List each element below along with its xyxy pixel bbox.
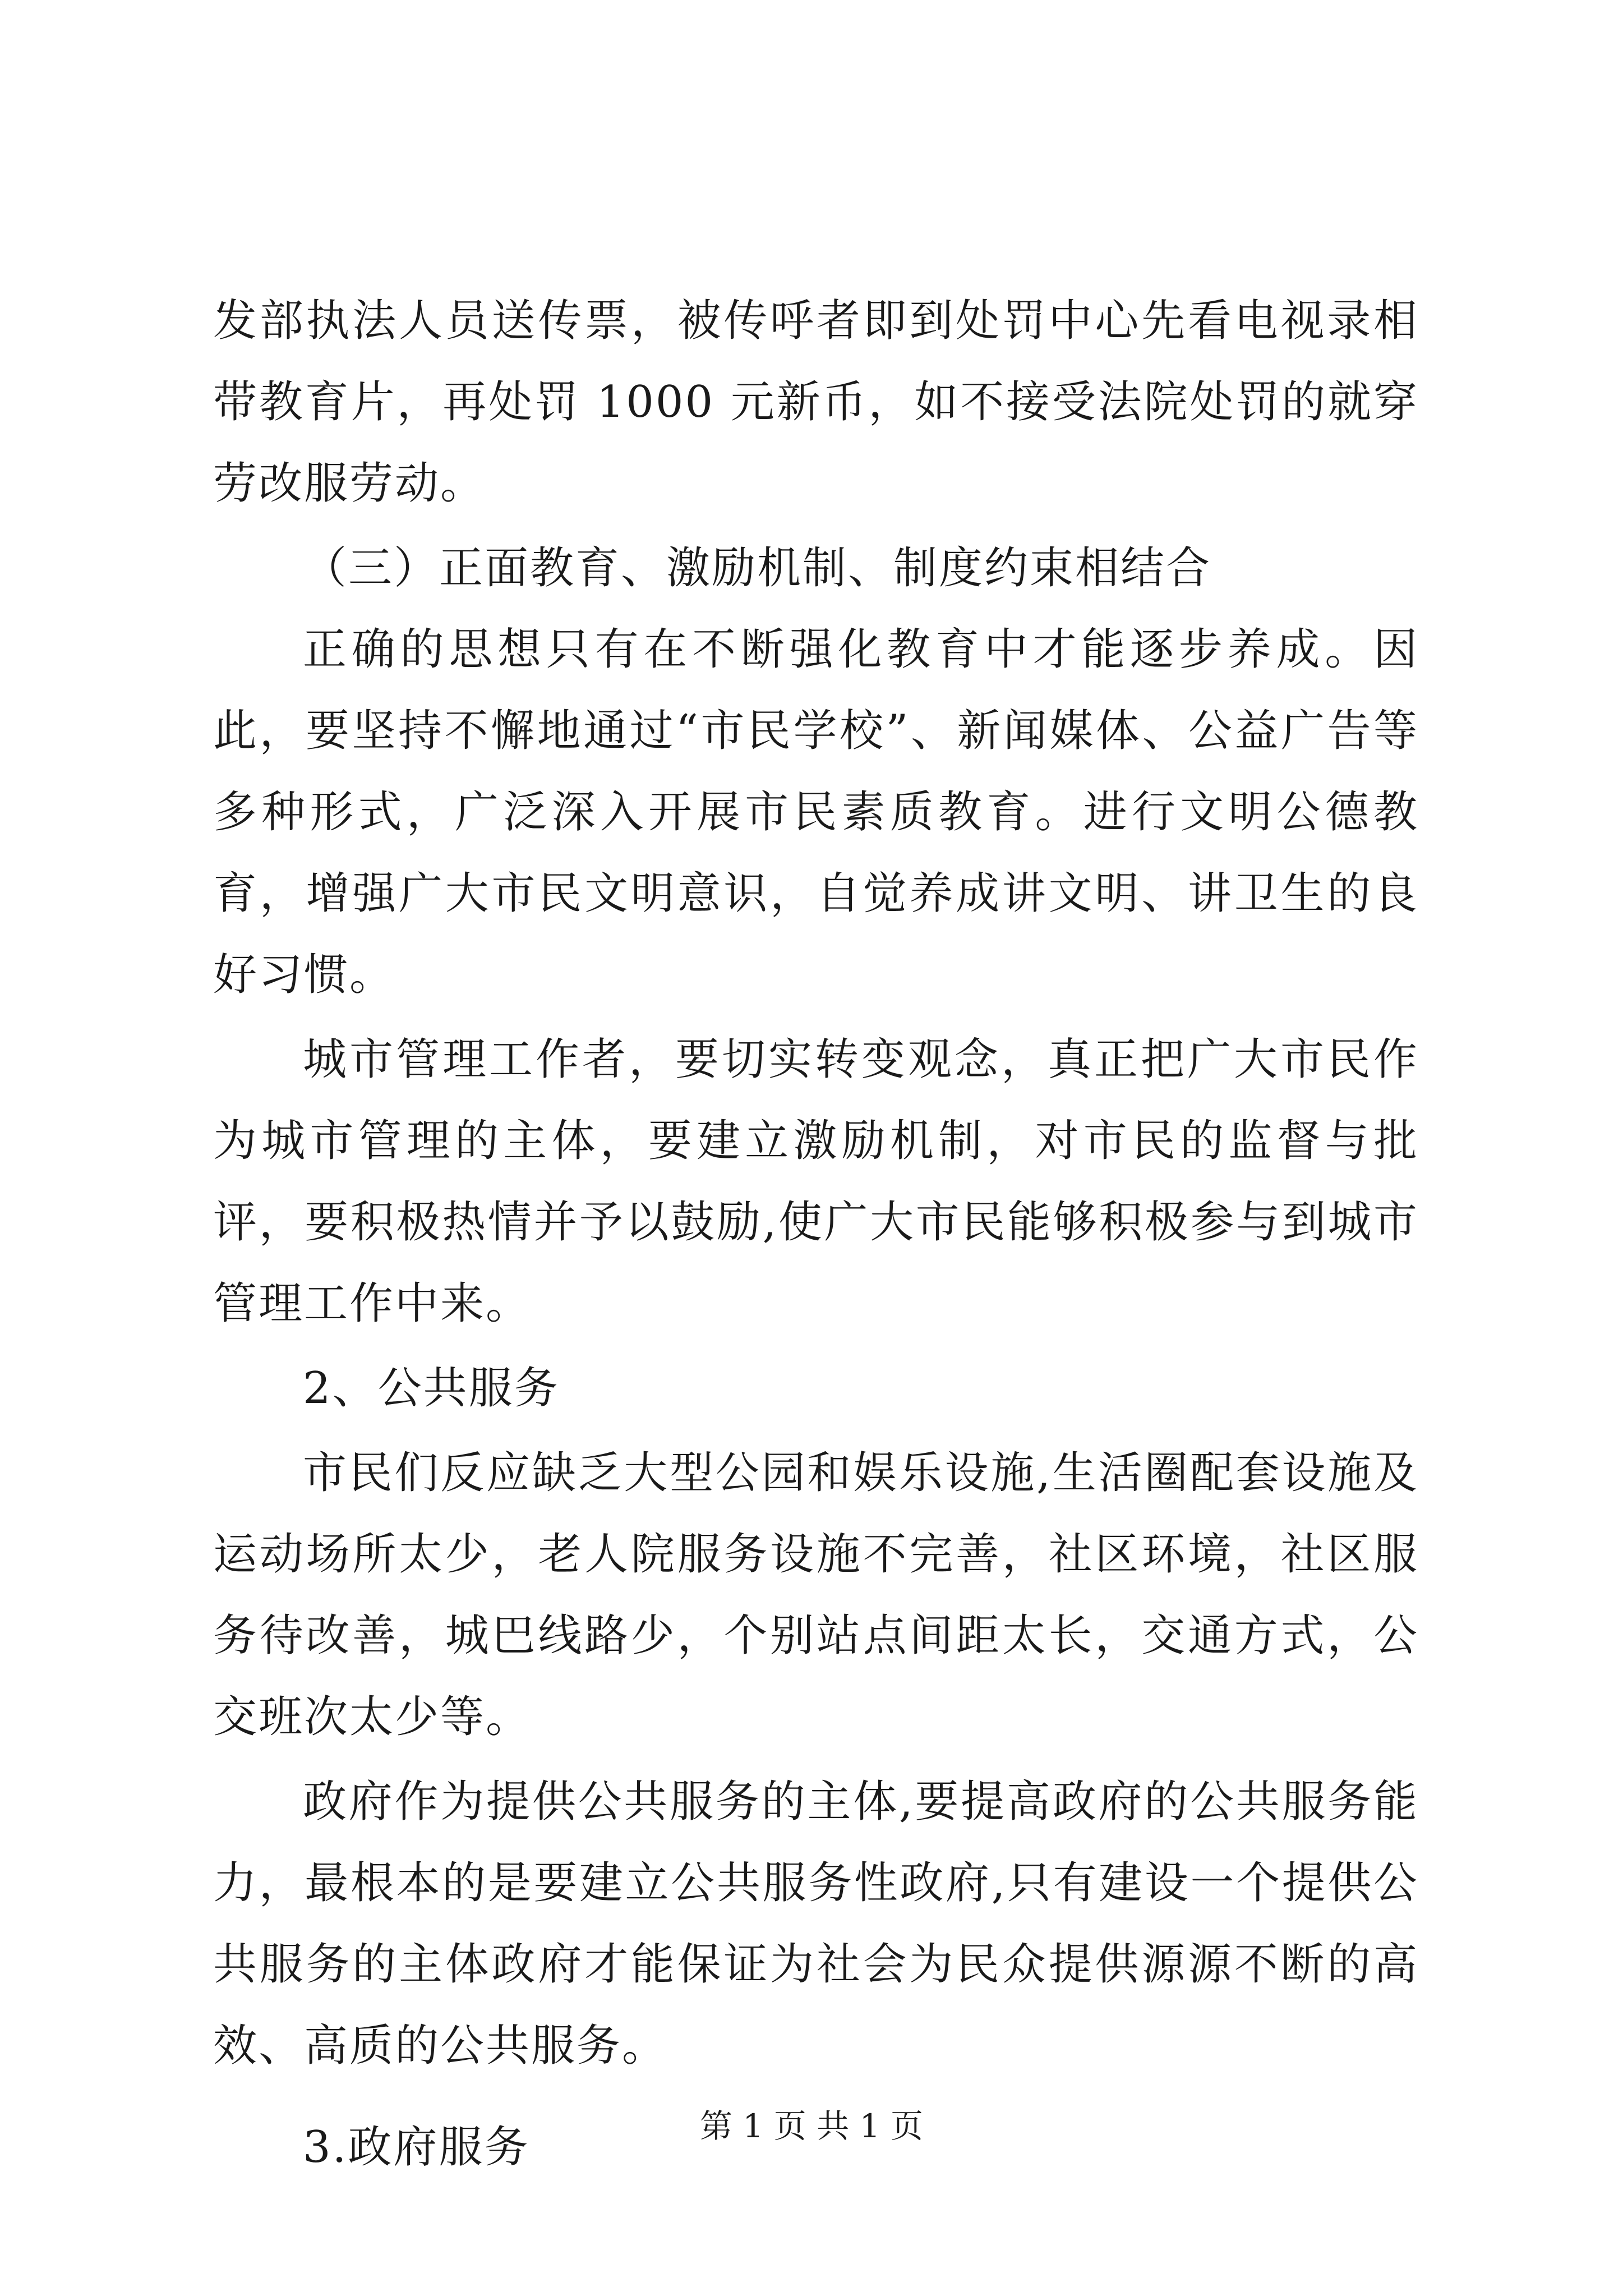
subheading-government-service: 3.政府服务 — [303, 2122, 530, 2173]
paragraph-government-role: 政府作为提供公共服务的主体,要提高政府的公共服务能力，最根本的是要建立公共服务性政府,只有建设一个提供公共服务的主体政府才能保证为社会为民众提供源源不断的高效、高质的公共服务。 — [213, 1777, 1419, 2071]
document-body — [213, 280, 1419, 2188]
paragraph-continuation: 发部执法人员送传票，被传呼者即到处罚中心先看电视录相带教育片，再处罚 1000 元新币，如不接受法院处罚的就穿劳改服劳动。 — [213, 296, 1419, 509]
paragraph-city-management: 城市管理工作者，要切实转变观念，真正把广大市民作为城市管理的主体，要建立激励机制，对市民的监督与批评，要积极热情并予以鼓励,使广大市民能够积极参与到城市管理工作中来。 — [213, 1034, 1419, 1329]
paragraph-public-service-issues: 市民们反应缺乏大型公园和娱乐设施,生活圈配套设施及运动场所太少，老人院服务设施不完善，社区环境，社区服务待改善，城巴线路少，个别站点间距太长，交通方式，公交班次太少等。 — [213, 1448, 1419, 1742]
section-heading: （三）正面教育、激励机制、制度约束相结合 — [303, 543, 1212, 593]
subheading-public-service: 2、公共服务 — [303, 1363, 560, 1414]
paragraph-education: 正确的思想只有在不断强化教育中才能逐步养成。因此，要坚持不懈地通过“市民学校”、新闻媒体、公益广告等多种形式，广泛深入开展市民素质教育。进行文明公德教育，增强广大市民文明意识，自觉养成讲文明、讲卫生的良好习惯。 — [213, 624, 1419, 1000]
page-footer: 第 1 页 共 1 页 — [700, 2107, 923, 2145]
